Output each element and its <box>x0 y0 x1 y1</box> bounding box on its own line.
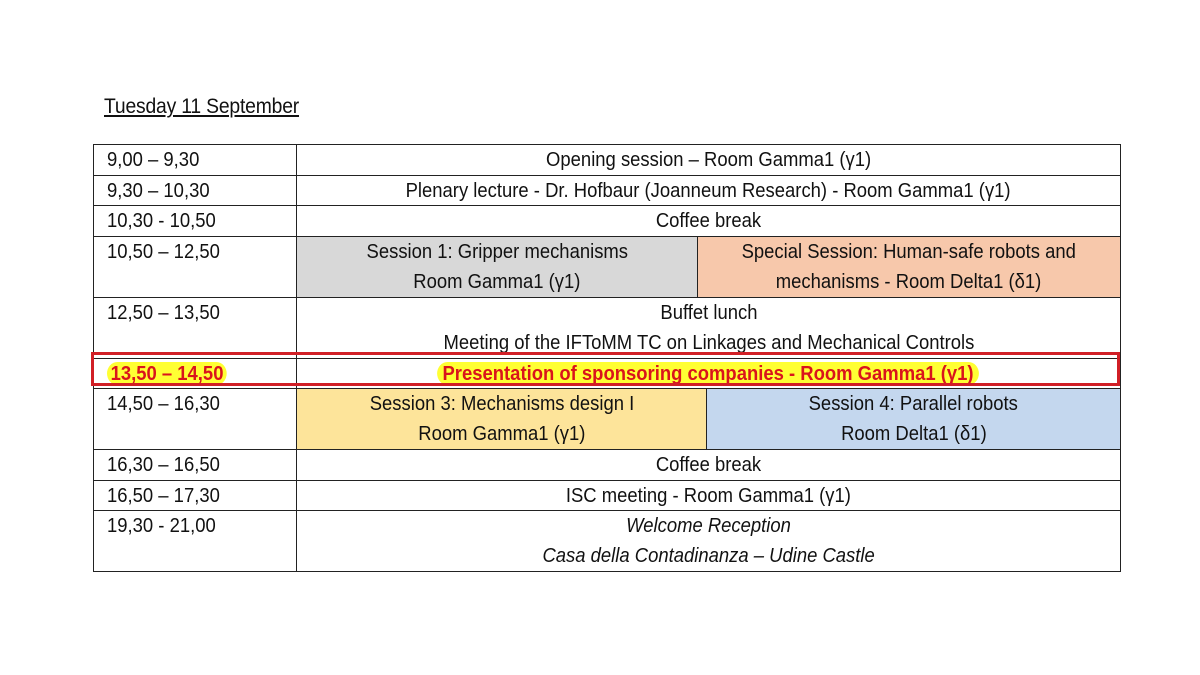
table-row <box>94 206 1121 237</box>
split-cell <box>297 389 1121 450</box>
highlighted-time: 13,50 – 14,50 <box>107 362 227 385</box>
time-cell <box>94 358 297 389</box>
time-cell: 10,30 - 10,50 <box>94 206 297 237</box>
table-row-highlighted <box>94 358 1121 389</box>
time-cell: 10,50 – 12,50 <box>94 236 297 297</box>
event-cell: Buffet lunch Meeting of the IFToMM TC on Linkages and Mechanical Controls <box>297 297 1121 358</box>
event-cell: Plenary lecture - Dr. Hofbaur (Joanneum Research) - Room Gamma1 (γ1) <box>297 175 1121 206</box>
table-row <box>94 450 1121 481</box>
event-cell: ISC meeting - Room Gamma1 (γ1) <box>297 480 1121 511</box>
time-cell: 16,50 – 17,30 <box>94 480 297 511</box>
schedule-table <box>93 144 1121 572</box>
session-1-cell: Session 1: Gripper mechanisms Room Gamma1 (γ1) <box>297 236 698 297</box>
time-cell: 19,30 - 21,00 <box>94 511 297 572</box>
table-row <box>94 175 1121 206</box>
session-4-cell: Session 4: Parallel robots Room Delta1 (δ1) <box>707 389 1120 449</box>
table-row <box>94 297 1121 358</box>
session-3-cell: Session 3: Mechanisms design I Room Gamma1 (γ1) <box>297 389 707 449</box>
event-cell: Coffee break <box>297 206 1121 237</box>
table-row <box>94 480 1121 511</box>
table-row <box>94 511 1121 572</box>
event-cell <box>297 358 1121 389</box>
table-row <box>94 145 1121 176</box>
event-cell: Coffee break <box>297 450 1121 481</box>
highlighted-event: Presentation of sponsoring companies - Room Gamma1 (γ1) <box>438 362 980 385</box>
table-row <box>94 236 1121 297</box>
special-session-cell: Special Session: Human-safe robots and mechanisms - Room Delta1 (δ1) <box>698 236 1121 297</box>
time-cell: 9,00 – 9,30 <box>94 145 297 176</box>
time-cell: 12,50 – 13,50 <box>94 297 297 358</box>
event-cell: Opening session – Room Gamma1 (γ1) <box>297 145 1121 176</box>
time-cell: 9,30 – 10,30 <box>94 175 297 206</box>
time-cell: 14,50 – 16,30 <box>94 389 297 450</box>
table-row <box>94 389 1121 450</box>
day-title: Tuesday 11 September <box>104 95 300 118</box>
event-cell: Welcome Reception Casa della Contadinanza – Udine Castle <box>297 511 1121 572</box>
time-cell: 16,30 – 16,50 <box>94 450 297 481</box>
